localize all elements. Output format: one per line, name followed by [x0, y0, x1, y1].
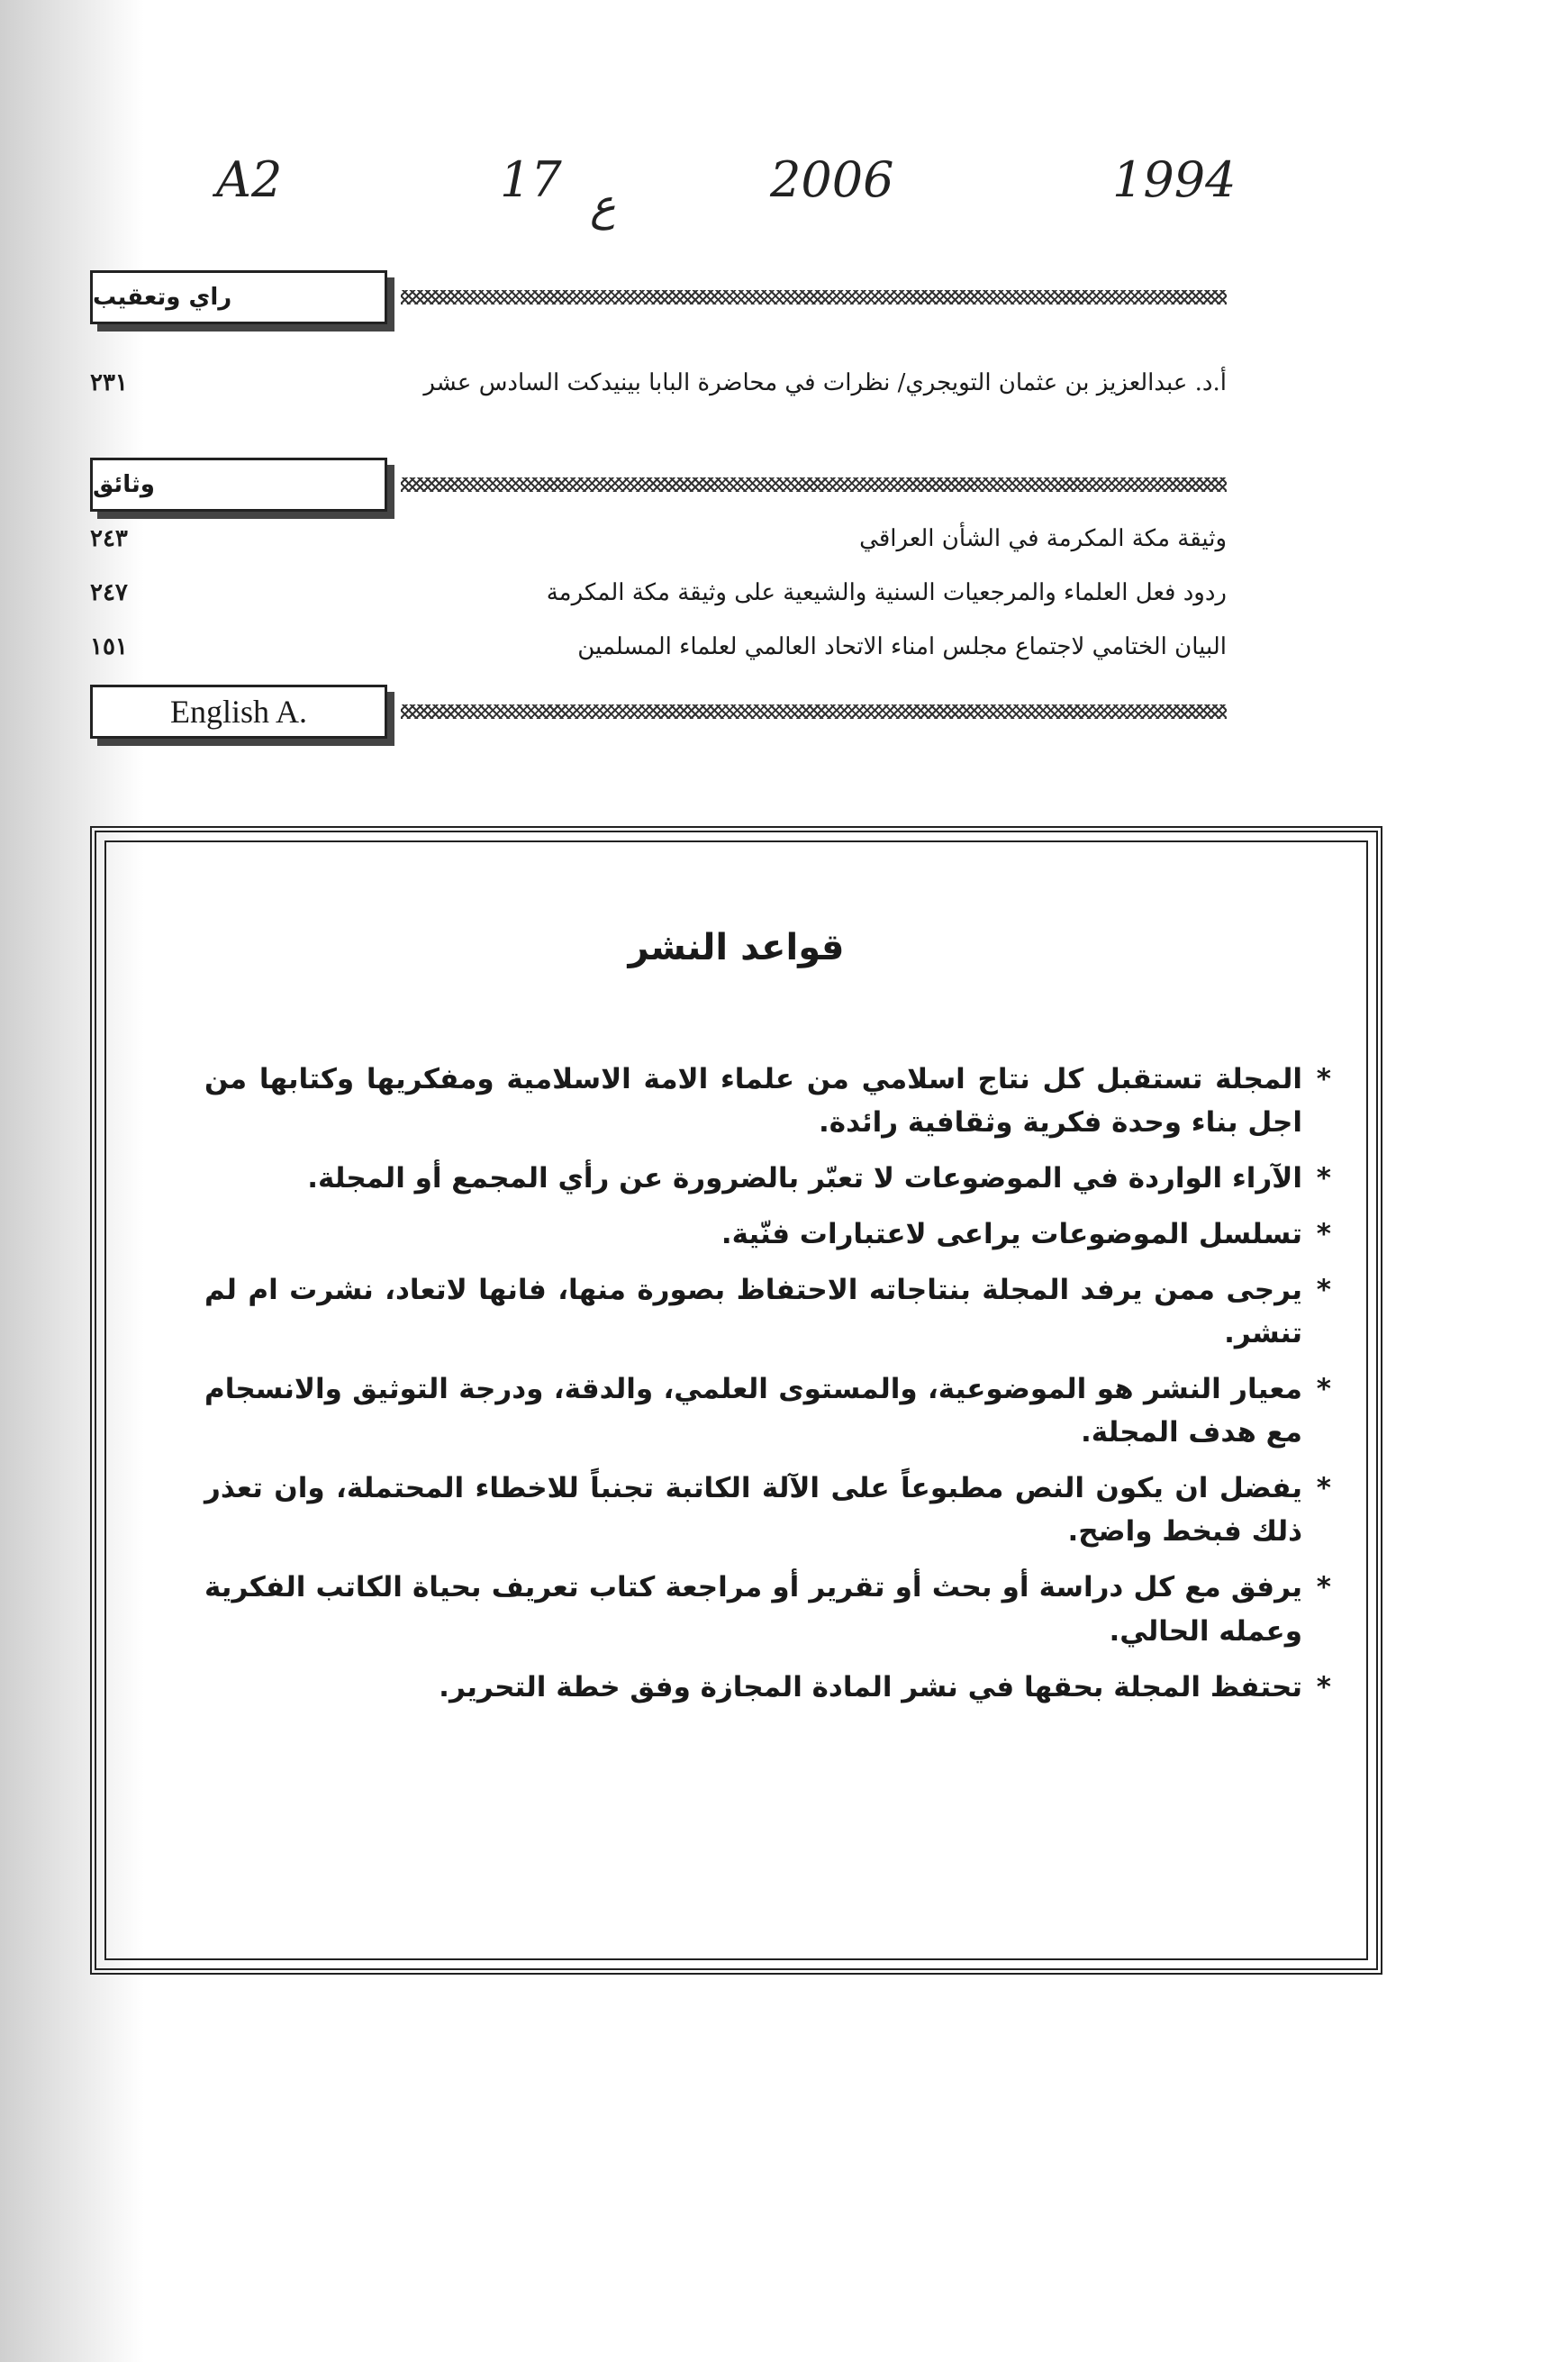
- section-label: راي وتعقيب: [90, 270, 387, 324]
- toc-title: أ.د. عبدالعزيز بن عثمان التويجري/ نظرات في محاضرة البابا بينيدكت السادس عشر: [423, 369, 1227, 396]
- section-label: وثائق: [90, 458, 387, 512]
- toc-title: البيان الختامي لاجتماع مجلس امناء الاتحاد العالمي لعلماء المسلمين: [577, 633, 1227, 660]
- toc-entry[interactable]: [90, 360, 1227, 405]
- rule-item: * الآراء الواردة في الموضوعات لا تعبّر بالضرورة عن رأي المجمع أو المجلة.: [204, 1157, 1331, 1200]
- section-header-documents: [90, 458, 1227, 521]
- rule-item: * يرجى ممن يرفد المجلة بنتاجاته الاحتفاظ بصورة منها، فانها لاتعاد، نشرت ام لم تنشر.: [204, 1268, 1331, 1355]
- rule-item: * تسلسل الموضوعات يراعى لاعتبارات فنّية.: [204, 1213, 1331, 1256]
- hatch-divider: [401, 477, 1227, 492]
- toc-page-number: ٢٤٣: [90, 525, 128, 552]
- toc-page-number: ١٥١: [90, 633, 128, 660]
- toc-page-number: ٢٣١: [90, 369, 128, 396]
- toc-title: ردود فعل العلماء والمرجعيات السنية والشيعية على وثيقة مكة المكرمة: [546, 579, 1227, 606]
- rule-item: * معيار النشر هو الموضوعية، والمستوى العلمي، والدقة، ودرجة التوثيق والانسجام مع هدف المجلة.: [204, 1367, 1331, 1454]
- rule-item: * المجلة تستقبل كل نتاج اسلامي من علماء الامة الاسلامية ومفكريها وكتابها من اجل بناء وحدة فكرية وثقافية رائدة.: [204, 1058, 1331, 1144]
- handwritten-note: 17: [500, 151, 562, 208]
- toc-entry[interactable]: [90, 516, 1227, 561]
- rule-item: * تحتفظ المجلة بحقها في نشر المادة المجازة وفق خطة التحرير.: [204, 1666, 1331, 1709]
- handwritten-note: A2: [216, 151, 283, 208]
- section-header-opinion: [90, 270, 1227, 333]
- toc-title: وثيقة مكة المكرمة في الشأن العراقي: [859, 525, 1227, 552]
- publication-rules-box: [90, 826, 1382, 1975]
- rules-title: قواعد النشر: [628, 927, 845, 968]
- section-label: English A.: [90, 685, 387, 739]
- toc-entry[interactable]: [90, 624, 1227, 669]
- rule-item: * يفضل ان يكون النص مطبوعاً على الآلة الكاتبة تجنباً للاخطاء المحتملة، وان تعذر ذلك فبخط واضح.: [204, 1467, 1331, 1553]
- handwritten-note: 1994: [1112, 151, 1237, 208]
- toc-entry[interactable]: [90, 570, 1227, 615]
- toc-page-number: ٢٤٧: [90, 579, 128, 606]
- hatch-divider: [401, 290, 1227, 304]
- rules-list: [204, 1058, 1331, 1722]
- handwritten-note: 2006: [770, 151, 894, 208]
- section-header-english: [90, 685, 1227, 748]
- handwritten-note: ع: [590, 180, 616, 231]
- rule-item: * يرفق مع كل دراسة أو بحث أو تقرير أو مراجعة كتاب تعريف بحياة الكاتب الفكرية وعمله الحالي.: [204, 1566, 1331, 1652]
- hatch-divider: [401, 704, 1227, 719]
